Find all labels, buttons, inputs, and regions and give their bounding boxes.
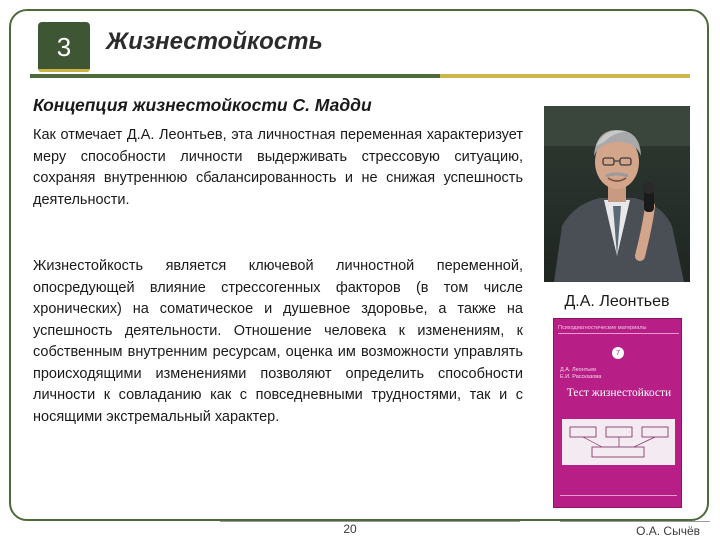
book-title: Тест жизнестойкости bbox=[566, 387, 672, 399]
slide-title: Жизнестойкость bbox=[106, 28, 323, 55]
book-number: 7 bbox=[612, 347, 624, 359]
footer-divider bbox=[220, 521, 520, 522]
slide-number-badge: 3 bbox=[38, 22, 90, 72]
footer-divider-right bbox=[560, 521, 710, 522]
book-authors bbox=[560, 367, 676, 381]
page-number: 20 bbox=[343, 522, 357, 536]
book-diagram bbox=[562, 419, 675, 465]
subtitle: Концепция жизнестойкости С. Мадди bbox=[33, 95, 372, 115]
portrait-caption: Д.А. Леонтьев bbox=[564, 293, 670, 310]
author-name: О.А. Сычёв bbox=[636, 524, 700, 538]
book-author: Д.А. Леонтьев bbox=[560, 367, 597, 373]
paragraph-2: Жизнестойкость является ключевой личностной переменной, опосредующей влияние стрессогенных факторов (в том числе хронических) на соматическое и душевное здоровье, а также на успешность деятельности. Отношение человека к изменениям, к собственным внутренним ресурсам, оценка им возможности управлять происходящими изменениями позволяют определить способности личности к совладанию как с повседневными трудностями, так и с носящими экстремальный характер. bbox=[33, 258, 523, 425]
portrait-photo bbox=[544, 106, 690, 282]
book-cover-image bbox=[553, 318, 682, 508]
header-divider bbox=[30, 74, 440, 78]
portrait-illustration bbox=[544, 106, 690, 282]
header-divider-accent bbox=[440, 74, 690, 78]
book-divider bbox=[560, 495, 677, 496]
book-author: Е.И. Рассказова bbox=[560, 374, 602, 380]
book-series: Психодиагностические материалы bbox=[558, 325, 679, 334]
paragraph-1: Как отмечает Д.А. Леонтьев, эта личностная переменная характеризует меру способности личности выдерживать стрессовую ситуацию, сохраняя внутреннюю сбалансированность и не снижая успешность деятельности. bbox=[33, 127, 523, 208]
